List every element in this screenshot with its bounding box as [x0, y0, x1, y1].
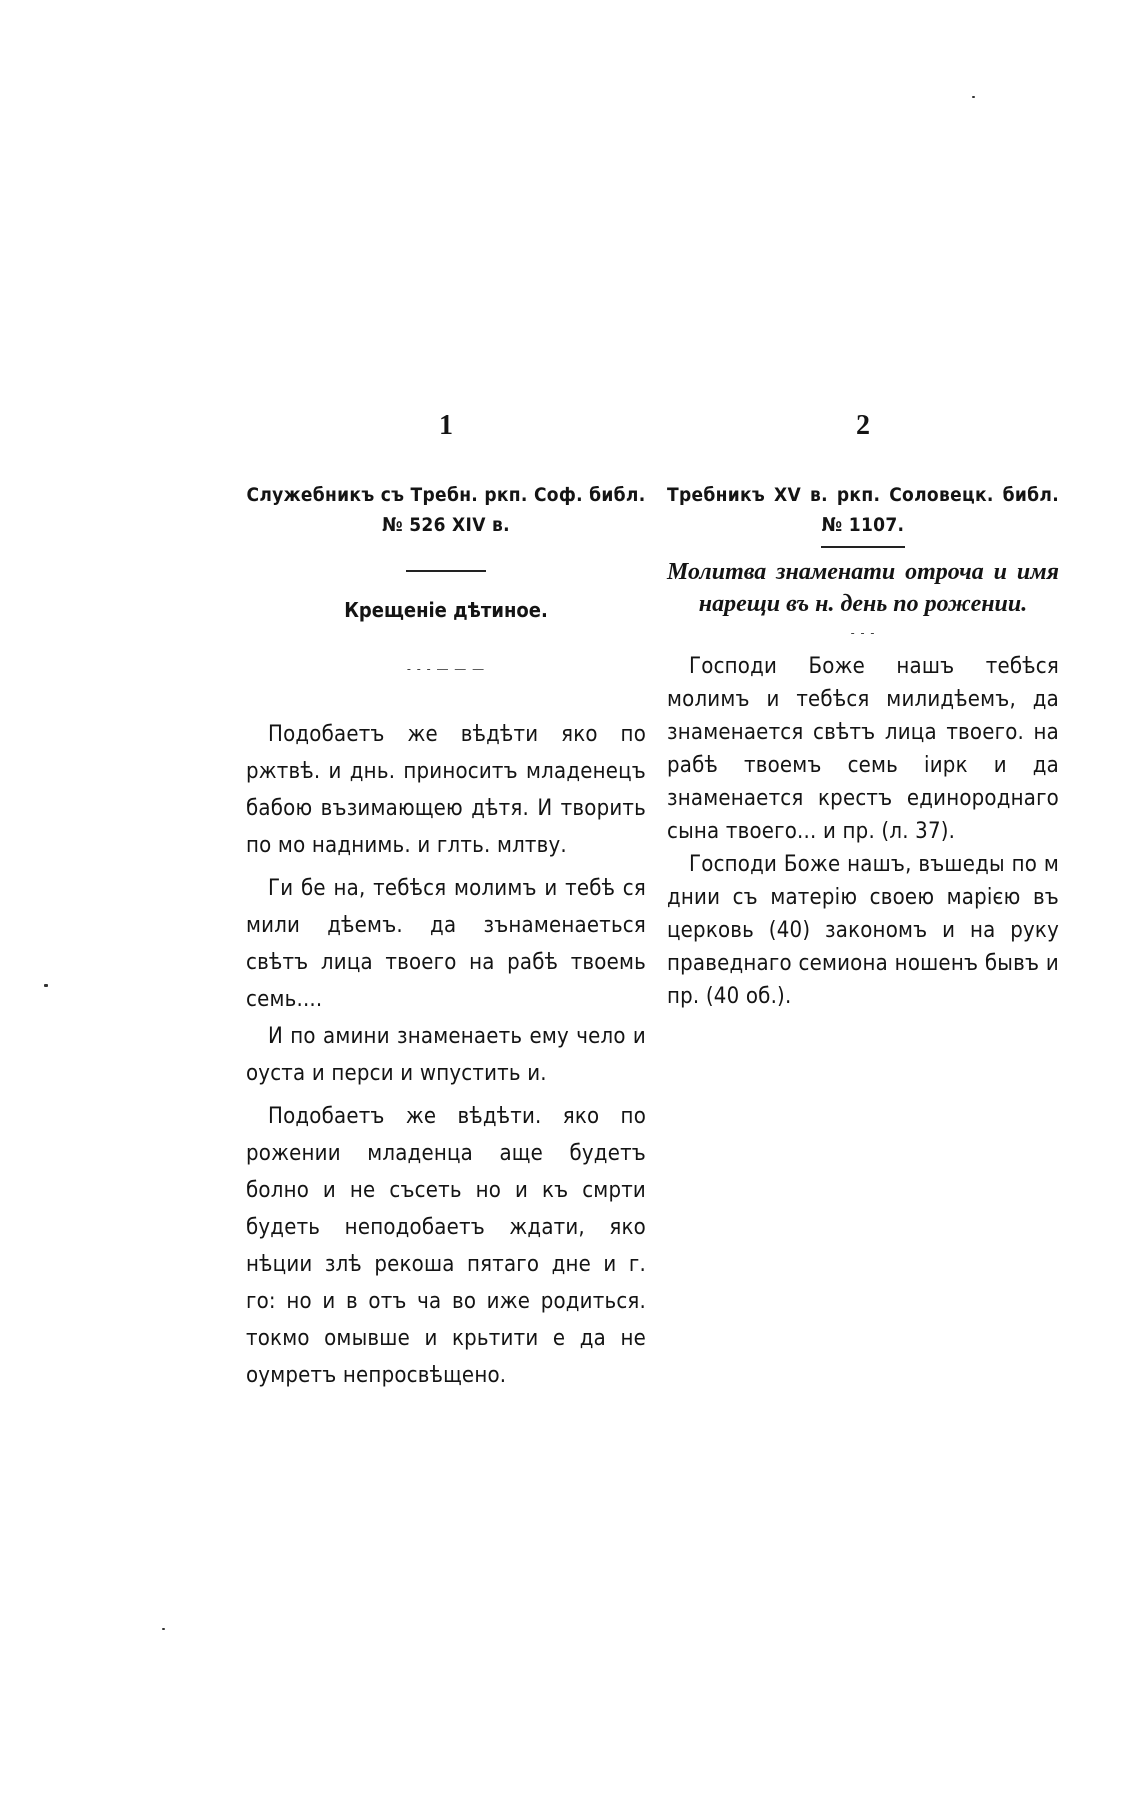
scan-speck: [44, 984, 48, 987]
dash-separator: - - -: [850, 626, 876, 640]
source-citation: Служебникъ съ Требн. ркп. Соф. библ. № 526 XIV в.: [246, 484, 646, 536]
divider-rule: [821, 546, 905, 548]
source-citation: Требникъ XV в. ркп. Соловецк. библ. № 1107.: [667, 484, 1059, 536]
scan-speck: [162, 1628, 165, 1630]
divider-rule: [406, 570, 486, 572]
section-title: Молитва знаменати отроча и имя нарещи въ н. день по рожении.: [667, 559, 1059, 617]
paragraph: И по амини знаменаеть ему чело и оуста и перси и wпустить и.: [246, 1024, 646, 1086]
column-2: [667, 410, 1059, 1013]
column-number: 1: [439, 410, 453, 441]
paragraph: Подобаетъ же вѣдѣти. яко по рожении младенца аще будетъ болно и не съсеть но и къ смрти будеть неподобаетъ ждати, яко нѣции злѣ рекоша пятаго дне и г. го: но и в отъ ча во иже родиться. токмо омывше и крьтити е да не оумретъ непросвѣщено.: [246, 1104, 646, 1388]
paragraph: Подобаетъ же вѣдѣти яко по ржтвѣ. и днь. приноситъ младенецъ бабою възимающею дѣтя. И творить по мо наднимь. и глть. млтву.: [246, 722, 646, 858]
dash-separator: - - - — — —: [406, 662, 486, 676]
section-title: Крещеніе дѣтиное.: [344, 598, 548, 622]
paragraph: Ги бе на, тебѣся молимъ и тебѣ ся мили дѣемъ. да зънаменаеться свѣтъ лица твоего на рабѣ твоемь семь....: [246, 876, 646, 1012]
column-1: [246, 410, 646, 1394]
scan-speck: [972, 96, 975, 98]
column-number: 2: [856, 410, 870, 441]
paragraph: Господи Боже нашъ тебѣся молимъ и тебѣся милидѣемъ, да знаменается свѣтъ лица твоего. на рабѣ твоемъ семь іирк и да знаменается крестъ единороднаго сына твоего... и пр. (л. 37).: [667, 654, 1059, 844]
paragraph: Господи Боже нашъ, въшеды по м днии съ матерію своею марією въ церковь (40) закономъ и на руку праведнаго семиона ношенъ бывъ и пр. (40 об.).: [667, 852, 1059, 1009]
